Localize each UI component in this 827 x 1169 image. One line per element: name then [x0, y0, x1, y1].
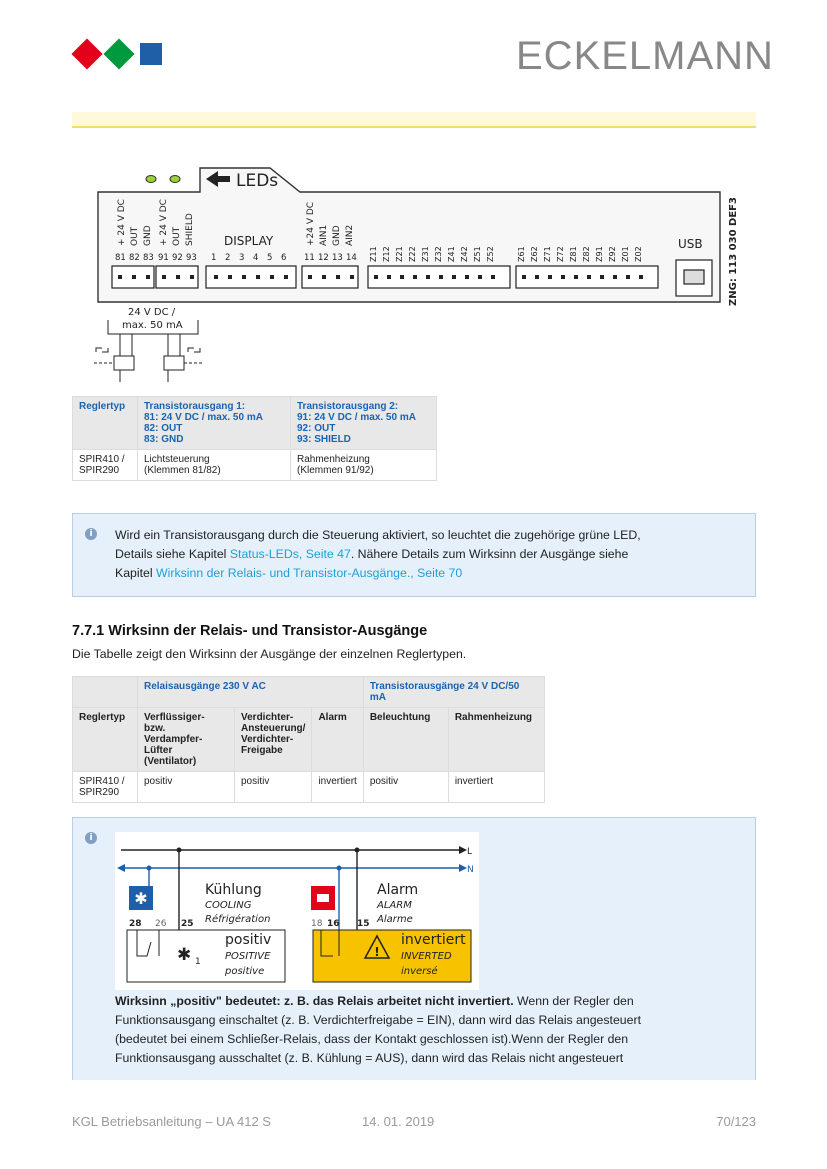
table-header-row	[73, 708, 545, 772]
wiring-diagram	[115, 832, 479, 990]
term-label-82: OUT	[130, 226, 140, 246]
relay-label: Z92	[608, 246, 617, 262]
info-line: Wird ein Transistorausgang durch die Steuerung aktiviert, so leuchtet die zugehörige grüne LED,	[115, 528, 641, 542]
brand-name: ECKELMANN	[516, 34, 774, 78]
info-line: Funktionsausgang ausschaltet (z. B. Kühlung = AUS), dann wird das Relais nicht angesteuert	[115, 1051, 624, 1065]
table-header-cell	[138, 397, 291, 450]
header-line: Freigabe	[241, 745, 283, 756]
info-line	[115, 564, 745, 583]
relay-label: Z11	[369, 246, 378, 262]
relay-label: Z22	[408, 246, 417, 262]
positive-fr: positive	[225, 966, 265, 977]
cell-line: SPIR410 /	[79, 776, 125, 787]
info-line	[115, 545, 745, 564]
table-cell	[138, 450, 291, 481]
table-group-row	[73, 677, 545, 708]
info-text-span: . Nähere Details zum Wirksinn der Ausgänge siehe	[350, 547, 629, 561]
terminal-diagram	[80, 160, 760, 390]
term-label-13: GND	[332, 225, 342, 246]
terminal-18: 18	[311, 919, 323, 929]
term-number: 1	[211, 253, 217, 263]
table-cell: positiv	[235, 772, 312, 803]
table-group-relay: Relaisausgänge 230 V AC	[138, 677, 364, 708]
relay-label: Z62	[530, 246, 539, 262]
table-header-cell	[138, 708, 235, 772]
footer-doc-title: KGL Betriebsanleitung – UA 412 S	[72, 1114, 271, 1129]
logo-green-diamond	[103, 38, 134, 69]
table-header-cell: Beleuchtung	[363, 708, 448, 772]
label-N: N	[467, 865, 474, 875]
info-line: (bedeutet bei einem Schließer-Relais, dass der Kontakt geschlossen ist).Wenn der Regler den	[115, 1032, 629, 1046]
table-header-cell: Reglertyp	[73, 708, 138, 772]
wirksinn-text	[115, 992, 745, 1068]
term-label-83: GND	[143, 225, 153, 246]
alarm-en: ALARM	[377, 900, 412, 911]
wirksinn-bold: Wirksinn „positiv" bedeutet: z. B. das Relais arbeitet nicht invertiert.	[115, 994, 514, 1008]
table-cell: positiv	[363, 772, 448, 803]
alarm-de: Alarm	[377, 882, 419, 898]
alarm-fr: Alarme	[377, 914, 413, 925]
info-icon: i	[85, 832, 97, 844]
info-text-span: Details siehe Kapitel	[115, 547, 230, 561]
info-text	[115, 526, 745, 583]
relay-label: Z21	[395, 246, 404, 262]
svg-text:✱: ✱	[177, 945, 192, 965]
positive-de: positiv	[225, 932, 272, 948]
info-text-span: Wenn der Regler den	[513, 994, 634, 1008]
info-text-span: Kapitel	[115, 566, 157, 580]
table-row	[73, 450, 437, 481]
cell-line: SPIR290	[79, 465, 120, 476]
inverted-en: INVERTED	[401, 951, 452, 962]
term-number: 92	[172, 253, 183, 263]
header-title: Transistorausgang 1:	[144, 401, 246, 412]
info-line: Funktionsausgang einschaltet (z. B. Verdichterfreigabe = EIN), dann wird das Relais angesteuert	[115, 1013, 641, 1027]
wirksinn-table	[72, 676, 545, 803]
header-line: 82: OUT	[144, 423, 183, 434]
table-group-transistor: Transistorausgänge 24 V DC/50 mA	[363, 677, 544, 708]
header-line: (Ventilator)	[144, 756, 197, 767]
term-label-11: +24 V DC	[306, 201, 316, 246]
relay-label: Z01	[621, 246, 630, 262]
terminal-25: 25	[181, 919, 194, 929]
term-number: 13	[332, 253, 343, 263]
positive-en: POSITIVE	[225, 951, 271, 962]
relay-label: Z51	[473, 246, 482, 262]
footer-date: 14. 01. 2019	[362, 1114, 435, 1129]
relay-label: Z42	[460, 246, 469, 262]
logo	[72, 38, 164, 74]
term-number: 81	[115, 253, 126, 263]
term-label-93: SHIELD	[185, 213, 195, 246]
led-green-2	[170, 176, 180, 183]
info-box-wirksinn	[72, 817, 756, 1080]
inverted-de: invertiert	[401, 932, 466, 948]
relay-label: Z02	[634, 246, 643, 262]
info-icon: i	[85, 528, 97, 540]
cell-line: SPIR290	[79, 787, 120, 798]
supply-line2: max. 50 mA	[122, 320, 183, 331]
terminal-15: 15	[357, 919, 370, 929]
relay-label: Z52	[486, 246, 495, 262]
header-title: Transistorausgang 2:	[297, 401, 399, 412]
cell-line: (Klemmen 81/82)	[144, 465, 221, 476]
inverted-fr: inversé	[401, 966, 438, 977]
term-number: 82	[129, 253, 140, 263]
term-label-92: OUT	[172, 226, 182, 246]
table-cell	[73, 450, 138, 481]
table-cell: invertiert	[448, 772, 544, 803]
header-line: Verdichter-	[241, 712, 294, 723]
header-line: Verdampfer-Lüfter	[144, 734, 203, 756]
cooling-en: COOLING	[205, 900, 252, 911]
relay-label: Z91	[595, 246, 604, 262]
svg-text:!: !	[374, 945, 380, 959]
term-number: 4	[253, 253, 259, 263]
header-line: 81: 24 V DC / max. 50 mA	[144, 412, 263, 423]
term-label-81: + 24 V DC	[117, 199, 127, 246]
terminal-28: 28	[129, 919, 142, 929]
relay-label: Z12	[382, 246, 391, 262]
display-label: DISPLAY	[224, 234, 274, 248]
transistor-table	[72, 396, 437, 481]
header-line: 93: SHIELD	[297, 434, 351, 445]
info-box-led	[72, 513, 756, 597]
relay-label: Z71	[543, 246, 552, 262]
table-cell: invertiert	[312, 772, 363, 803]
positive-sub: 1	[195, 957, 201, 967]
relay-label: Z32	[434, 246, 443, 262]
relay-label: Z72	[556, 246, 565, 262]
svg-text:✱: ✱	[134, 889, 148, 908]
term-number: 83	[143, 253, 154, 263]
table-header-cell: Rahmenheizung	[448, 708, 544, 772]
terminal-16: 16	[327, 919, 340, 929]
table-cell: positiv	[138, 772, 235, 803]
header-line: 83: GND	[144, 434, 184, 445]
cooling-fr: Réfrigération	[205, 914, 271, 925]
relay-label: Z82	[582, 246, 591, 262]
term-number: 12	[318, 253, 329, 263]
leds-label: LEDs	[236, 171, 279, 191]
relay-label: Z61	[517, 246, 526, 262]
term-label-12: AIN1	[319, 224, 329, 246]
term-number: 93	[186, 253, 197, 263]
link-wirksinn[interactable]: Wirksinn der Relais- und Transistor-Ausgänge., Seite 70	[156, 566, 463, 580]
table-header-cell	[291, 397, 437, 450]
info-line	[115, 992, 745, 1011]
term-number: 5	[267, 253, 273, 263]
label-L: L	[467, 847, 473, 857]
term-number: 3	[239, 253, 245, 263]
zng-label: ZNG: 113 030 DEF3	[728, 197, 739, 306]
cooling-de: Kühlung	[205, 882, 262, 898]
table-header-cell: Alarm	[312, 708, 363, 772]
terminal-26: 26	[155, 919, 167, 929]
header-line: 91: 24 V DC / max. 50 mA	[297, 412, 416, 423]
term-label-14: AIN2	[345, 224, 355, 246]
table-cell	[73, 772, 138, 803]
term-label-91: + 24 V DC	[159, 199, 169, 246]
relay-label: Z31	[421, 246, 430, 262]
footer-page-number: 70/123	[716, 1114, 756, 1129]
section-intro: Die Tabelle zeigt den Wirksinn der Ausgänge der einzelnen Reglertypen.	[72, 647, 467, 661]
table-header-cell: Reglertyp	[73, 397, 138, 450]
header-line: Verdichter-	[241, 734, 294, 745]
cell-line: (Klemmen 91/92)	[297, 465, 374, 476]
header-line: Ansteuerung/	[241, 723, 306, 734]
logo-red-diamond	[71, 38, 102, 69]
term-number: 2	[225, 253, 231, 263]
table-header-cell	[73, 677, 138, 708]
logo-blue-square	[140, 43, 162, 65]
cell-line: Rahmenheizung	[297, 454, 370, 465]
term-number: 11	[304, 253, 315, 263]
term-number: 14	[346, 253, 357, 263]
header-line: Verflüssiger- bzw.	[144, 712, 205, 734]
section-title: 7.7.1 Wirksinn der Relais- und Transistor-Ausgänge	[72, 623, 428, 639]
cell-line: Lichtsteuerung	[144, 454, 210, 465]
table-header-cell	[235, 708, 312, 772]
header-line: 92: OUT	[297, 423, 336, 434]
led-green-1	[146, 176, 156, 183]
link-status-leds[interactable]: Status-LEDs, Seite 47	[229, 547, 351, 561]
table-row	[73, 772, 545, 803]
table-cell	[291, 450, 437, 481]
note-bar	[72, 112, 756, 128]
table-header-row	[73, 397, 437, 450]
relay-label: Z41	[447, 246, 456, 262]
term-number: 6	[281, 253, 287, 263]
term-number: 91	[158, 253, 169, 263]
usb-label: USB	[678, 237, 703, 251]
cell-line: SPIR410 /	[79, 454, 125, 465]
relay-label: Z81	[569, 246, 578, 262]
supply-line1: 24 V DC /	[128, 307, 176, 318]
